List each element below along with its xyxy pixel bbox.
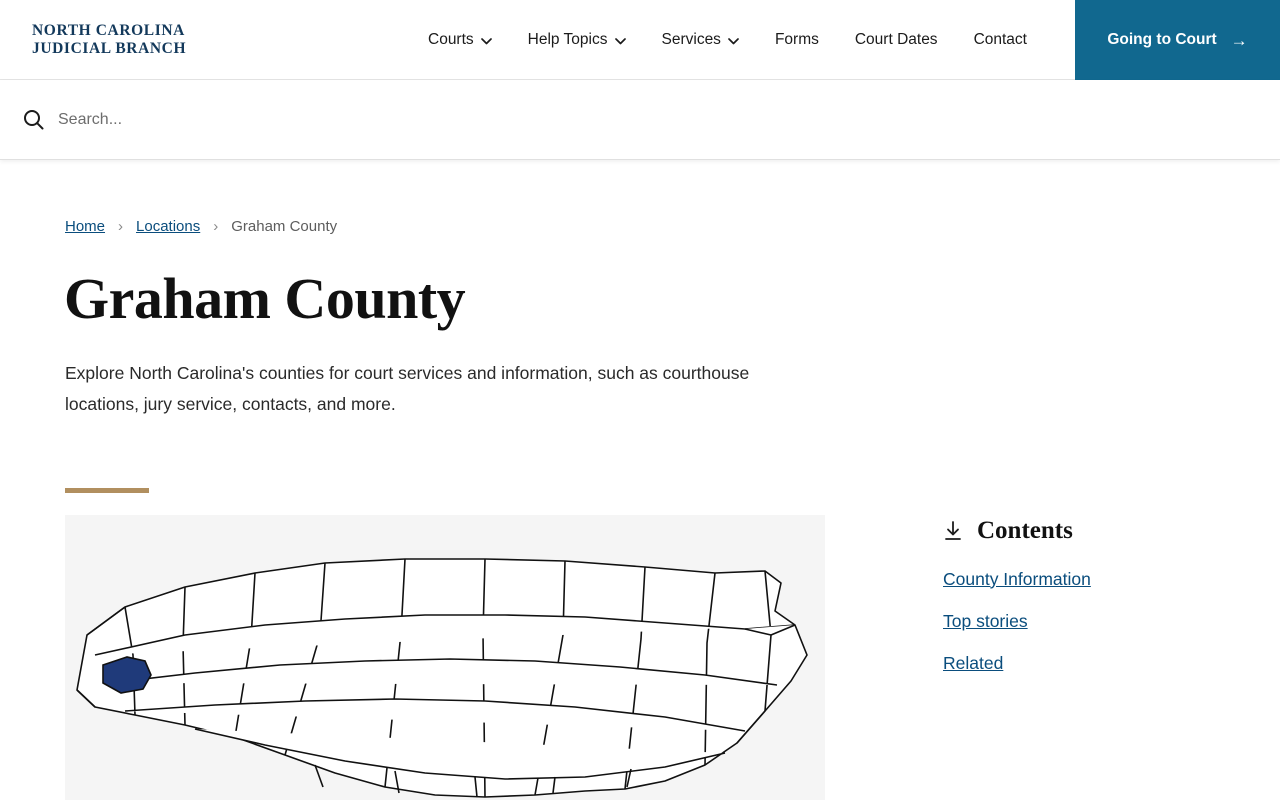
breadcrumb-link-locations[interactable]: Locations	[136, 218, 201, 235]
contents-header	[943, 517, 1091, 545]
cta-label: Going to Court	[1107, 31, 1217, 48]
contents-link-top-stories[interactable]: Top stories	[943, 610, 1028, 631]
nav-item-services[interactable]	[644, 0, 757, 80]
chevron-down-icon	[481, 38, 492, 45]
nav-item-forms[interactable]	[757, 0, 837, 80]
breadcrumb-current: Graham County	[231, 218, 338, 235]
contents-heading: Contents	[977, 516, 1073, 544]
nav-item-label: Contact	[973, 31, 1027, 48]
north-carolina-county-map[interactable]	[65, 515, 825, 800]
site-header	[0, 0, 1280, 80]
map-svg	[65, 515, 825, 800]
list-item	[943, 653, 1091, 674]
download-arrow-icon	[943, 520, 963, 542]
nav-item-label: Help Topics	[527, 31, 608, 48]
chevron-down-icon	[728, 38, 739, 45]
search-icon[interactable]	[22, 109, 44, 131]
breadcrumb-separator: ›	[118, 218, 124, 235]
highlighted-county-graham	[103, 657, 151, 693]
logo-line-2: JUDICIAL BRANCH	[32, 39, 187, 57]
nav-item-label: Courts	[428, 31, 474, 48]
page-title: Graham County	[64, 266, 466, 331]
page-content	[0, 218, 1280, 800]
breadcrumb-separator: ›	[213, 218, 219, 235]
nav-item-help-topics[interactable]	[510, 0, 644, 80]
contents-panel	[943, 515, 1091, 800]
site-logo[interactable]	[32, 22, 202, 58]
arrow-right-icon: →	[1230, 30, 1248, 50]
contents-link-county-information[interactable]: County Information	[943, 568, 1091, 589]
logo-line-1: NORTH CAROLINA	[32, 21, 185, 39]
nav-item-contact[interactable]	[956, 0, 1045, 80]
search-input[interactable]	[56, 110, 656, 130]
main-navigation	[410, 0, 1045, 80]
chevron-down-icon	[615, 38, 626, 45]
nav-item-label: Services	[661, 31, 721, 48]
contents-link-related[interactable]: Related	[943, 652, 1004, 673]
list-item	[943, 569, 1091, 590]
contents-link-list	[943, 569, 1091, 674]
search-bar	[0, 80, 1280, 160]
nav-item-label: Forms	[774, 31, 819, 48]
main-grid	[0, 515, 1280, 800]
breadcrumb-link-home[interactable]: Home	[65, 218, 106, 235]
page-intro: Explore North Carolina's counties for court services and information, such as courthouse locations, jury service, contacts, and more.	[65, 363, 750, 414]
nav-item-label: Court Dates	[854, 31, 938, 48]
list-item	[943, 611, 1091, 632]
nav-item-court-dates[interactable]	[837, 0, 956, 80]
nav-item-courts[interactable]	[410, 0, 510, 80]
accent-divider	[65, 488, 149, 493]
going-to-court-button[interactable]	[1075, 0, 1280, 80]
breadcrumb	[65, 218, 1280, 235]
